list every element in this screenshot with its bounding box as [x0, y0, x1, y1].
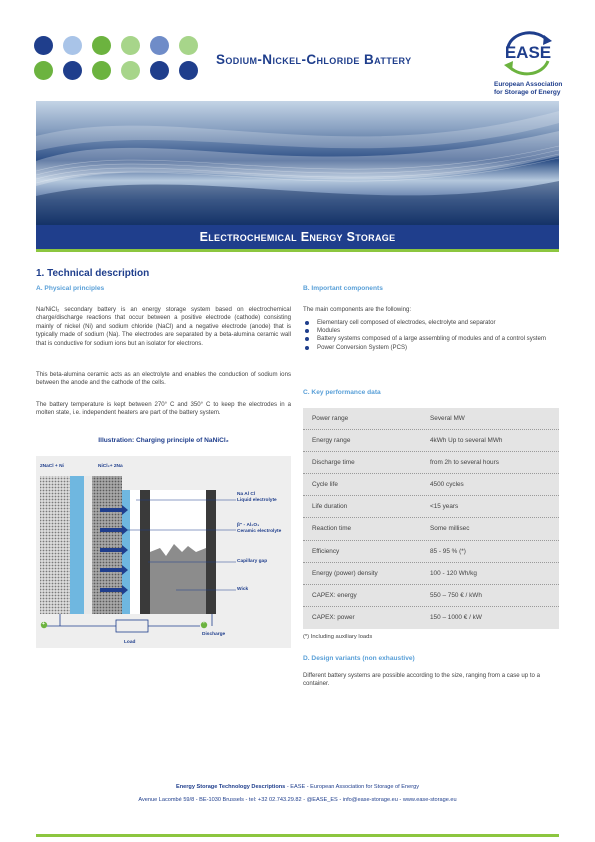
label-anode-reaction: NiCl₂+ 2Na — [98, 464, 123, 469]
list-item — [303, 319, 559, 327]
row-value: Some millisec — [430, 525, 470, 533]
label-discharge: Discharge — [202, 632, 226, 637]
row-label: CAPEX: energy — [312, 591, 357, 599]
physical-paragraph-1: Na/NiCl₂ secondary battery is an energy storage system based on electrochemical charge/discharge reactions that occur between a positive electrode (cathode) consisting mainly of nickel (Ni) and sodium chloride (NaCl) and a negative electrode (anode) that is typically made of sodium (Na). The electrodes are separated by a beta-alumina ceramic wall that is conductive for sodium ions but an isolator for electrons. — [36, 306, 291, 347]
table-row — [303, 496, 559, 518]
row-label: Cycle life — [312, 481, 338, 489]
footer-line-1 — [0, 781, 595, 794]
design-variants-heading: D. Design variants (non exhaustive) — [303, 655, 415, 662]
table-row — [303, 518, 559, 540]
list-item — [303, 344, 559, 352]
label-liquid-electrolyte-line-2: Liquid electrolyte — [237, 497, 277, 503]
table-row — [303, 430, 559, 452]
row-value: 100 - 120 Wh/kg — [430, 569, 477, 577]
label-minus: - — [203, 620, 205, 626]
row-label: CAPEX: power — [312, 613, 355, 621]
row-value: 85 - 95 % (*) — [430, 547, 466, 555]
label-ceramic-electrolyte-line-2: Ceramic electrolyte — [237, 528, 282, 534]
table-row — [303, 474, 559, 496]
row-value: <15 years — [430, 503, 459, 511]
label-plus: + — [42, 621, 45, 627]
key-performance-table — [303, 408, 559, 629]
components-list — [303, 319, 559, 352]
logo-subtitle-line-1: European Association — [494, 81, 563, 88]
table-footnote: (*) Including auxiliary loads — [303, 634, 373, 640]
table-row — [303, 607, 559, 629]
row-value: from 2h to several hours — [430, 459, 499, 467]
table-row — [303, 408, 559, 430]
section-banner-title: Electrochemical Energy Storage — [36, 225, 559, 249]
row-label: Energy range — [312, 437, 351, 445]
row-label: Discharge time — [312, 459, 355, 467]
label-cathode-reaction: 2NaCl + Ni — [40, 464, 64, 469]
logo-subtitle — [494, 81, 568, 96]
illustration-title: Illustration: Charging principle of NaNiCl₂ — [98, 437, 229, 444]
table-row — [303, 452, 559, 474]
table-row — [303, 563, 559, 585]
footer-contact: Avenue Lacombé 59/8 - BE-1030 Brussels - tel: +32 02.743.29.82 - @EASE_ES - info@ease-storage.eu - www.ease-storage.eu — [138, 797, 457, 803]
footer-accent-bar — [36, 834, 559, 837]
label-ceramic-electrolyte — [237, 523, 281, 534]
decorative-dot — [34, 36, 53, 55]
ease-logo-mark — [494, 27, 562, 77]
row-label: Power range — [312, 415, 349, 422]
components-intro: The main components are the following: — [303, 306, 412, 313]
decorative-dot — [150, 61, 169, 80]
row-value: 4500 cycles — [430, 481, 464, 489]
decorative-dot — [63, 61, 82, 80]
physical-paragraph-3: The battery temperature is kept between 270° C and 350° C to keep the electrodes in a molten state, i.e. independent heaters are part of the battery system. — [36, 401, 291, 417]
row-label: Reaction time — [312, 525, 352, 533]
physical-paragraph-2: This beta-alumina ceramic acts as an electrolyte and enables the conduction of sodium ions between the anode and the cathode of the cells. — [36, 371, 291, 387]
footer-association: - EASE - European Association for Storage of Energy — [285, 784, 419, 790]
banner-image — [36, 101, 559, 225]
physical-principles-heading: A. Physical principles — [36, 285, 105, 292]
bullet-icon — [305, 321, 309, 325]
page-footer — [0, 781, 595, 807]
decorative-dot — [179, 61, 198, 80]
component-text: Battery systems composed of a large assembling of modules and of a control system — [317, 335, 546, 343]
bullet-icon — [305, 346, 309, 350]
components-heading: B. Important components — [303, 285, 383, 292]
decorative-dots — [34, 36, 206, 82]
footer-series-title: Energy Storage Technology Descriptions — [175, 784, 286, 790]
label-liquid-electrolyte-line-1: Na Al Cl — [237, 492, 256, 497]
row-label: Life duration — [312, 503, 348, 511]
charging-principle-diagram — [36, 456, 291, 648]
table-row — [303, 585, 559, 607]
accent-divider — [36, 249, 559, 252]
component-text: Power Conversion System (PCS) — [317, 343, 408, 351]
row-value: 4kWh Up to several MWh — [430, 437, 503, 445]
row-label: Energy (power) density — [312, 569, 378, 577]
document-title: Sodium-Nickel-Chloride Battery — [216, 52, 412, 67]
component-text: Modules — [317, 327, 341, 335]
row-value: 550 – 750 € / kWh — [430, 591, 482, 599]
label-wick: Wick — [237, 587, 249, 592]
table-row — [303, 541, 559, 563]
bullet-icon — [305, 329, 309, 333]
label-liquid-electrolyte — [237, 492, 277, 503]
logo-wordmark: EASE — [504, 43, 552, 62]
label-capillary-gap: Capillary gap — [237, 559, 268, 564]
decorative-dot — [179, 36, 198, 55]
decorative-dot — [63, 36, 82, 55]
list-item — [303, 335, 559, 343]
component-text: Elementary cell composed of electrodes, electrolyte and separator — [317, 319, 496, 326]
decorative-dot — [150, 36, 169, 55]
bullet-icon — [305, 337, 309, 341]
decorative-dot — [92, 36, 111, 55]
label-load: Load — [124, 640, 136, 645]
decorative-dot — [92, 61, 111, 80]
row-value: Several MW — [430, 415, 465, 422]
row-value: 150 – 1000 € / kW — [430, 613, 482, 621]
banner-wave-graphic — [36, 101, 559, 225]
row-label: Efficiency — [312, 547, 340, 555]
recycle-arrows-icon — [494, 27, 562, 77]
logo-subtitle-line-2: for Storage of Energy — [494, 88, 561, 96]
label-ceramic-electrolyte-line-1: β" - Al₂O₃ — [237, 523, 260, 528]
decorative-dot — [121, 36, 140, 55]
section-title: 1. Technical description — [36, 268, 150, 279]
design-variants-text: Different battery systems are possible according to the size, ranging from a case up to a container. — [303, 672, 540, 688]
cell-diagram-graphic — [36, 456, 291, 648]
list-item — [303, 327, 559, 335]
decorative-dot — [34, 61, 53, 80]
key-performance-heading: C. Key performance data — [303, 389, 381, 396]
decorative-dot — [121, 61, 140, 80]
ease-logo — [494, 27, 568, 96]
